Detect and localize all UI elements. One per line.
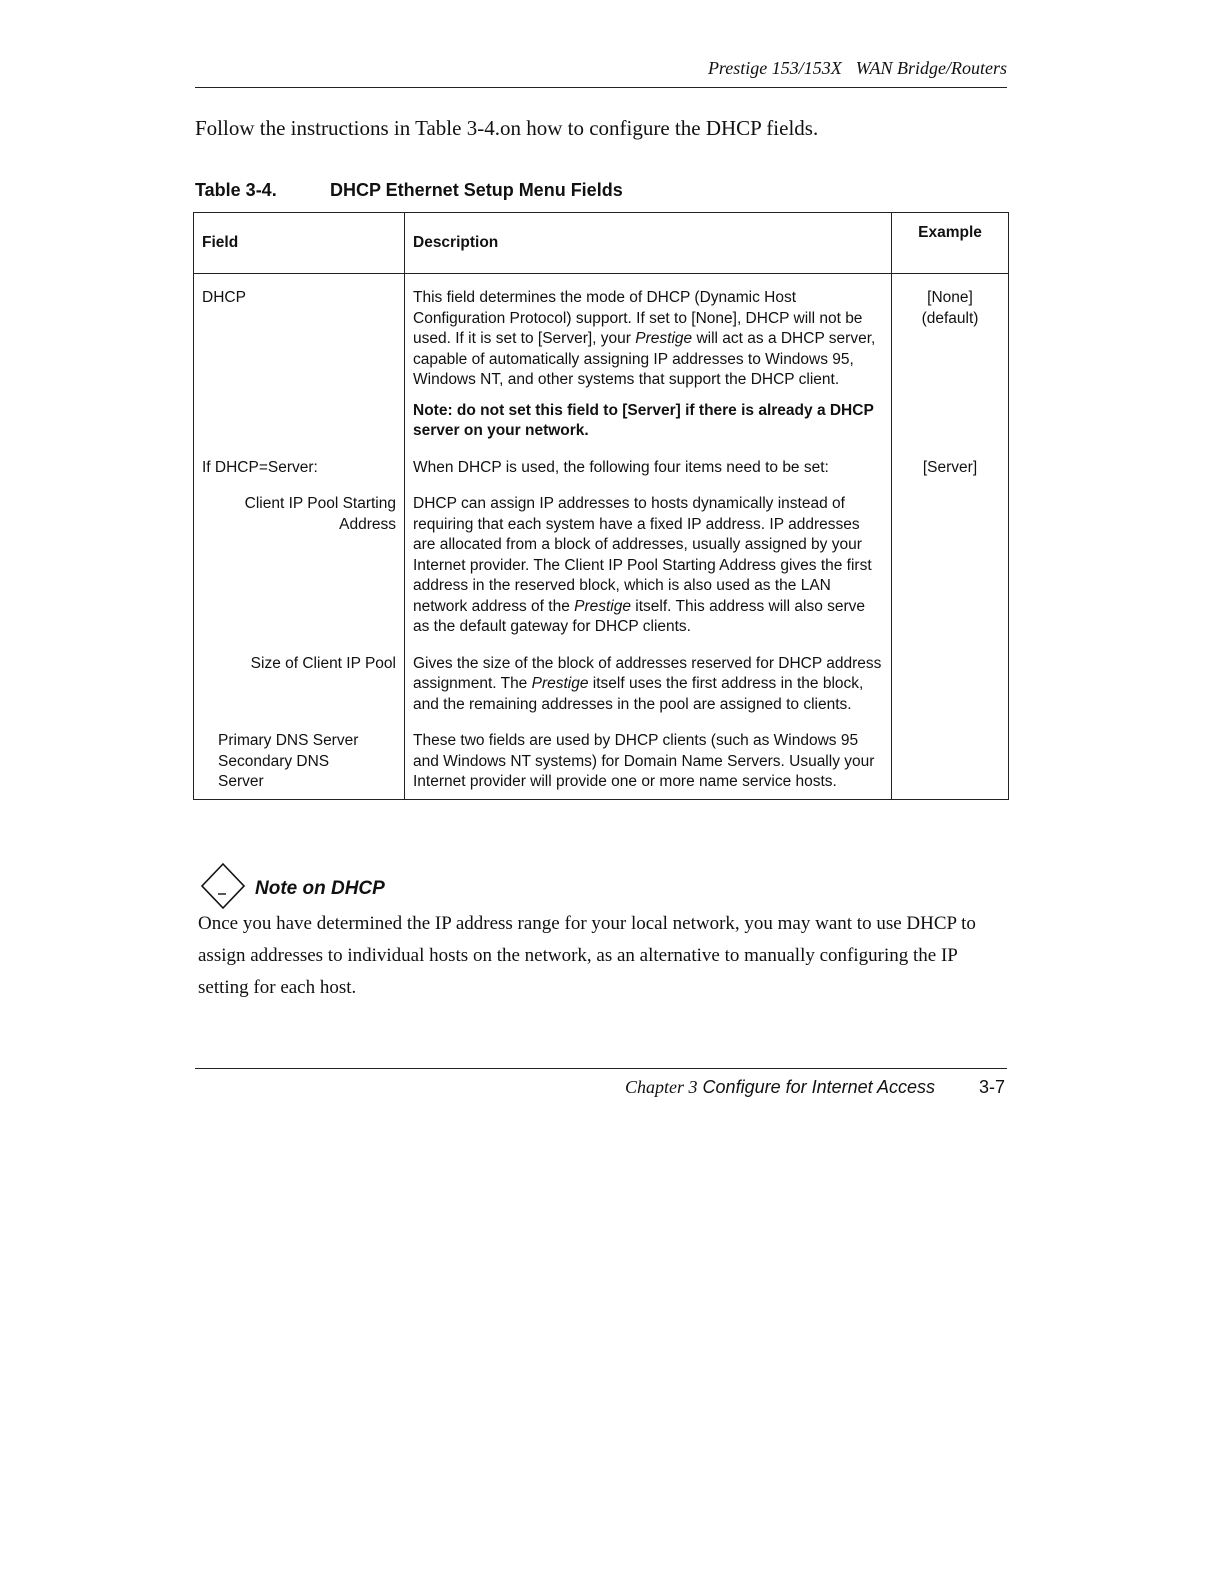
page-footer xyxy=(195,1068,1007,1097)
table-row xyxy=(194,274,1009,391)
dhcp-fields-table xyxy=(193,212,1009,800)
table-header-row xyxy=(194,213,1009,274)
field-cell: Size of Client IP Pool xyxy=(194,638,405,716)
header-field: Field xyxy=(194,213,405,274)
example-cell xyxy=(892,715,1009,799)
header-example: Example xyxy=(892,213,1009,274)
header-description: Description xyxy=(405,213,892,274)
example-cell: [None] (default) xyxy=(892,274,1009,391)
table-caption xyxy=(195,180,623,201)
warning-note-cell: Note: do not set this field to [Server] if there is already a DHCP server on your network. xyxy=(405,391,892,442)
table-title: DHCP Ethernet Setup Menu Fields xyxy=(330,180,623,200)
note-title: Note on DHCP xyxy=(255,878,385,899)
description-cell: DHCP can assign IP addresses to hosts dynamically instead of requiring that each system have a fixed IP address. IP addresses are allocated from a block of addresses, usually assigned by your Internet provider. The Client IP Pool Starting Address gives the first address in the reserved block, which is also used as the LAN network address of the Prestige itself. This address will also serve as the default gateway for DHCP clients. xyxy=(405,478,892,638)
example-cell xyxy=(892,391,1009,442)
description-cell: This field determines the mode of DHCP (Dynamic Host Configuration Protocol) support. If set to [None], DHCP will not be used. If it is set to [Server], your Prestige will act as a DHCP server, capable of automatically assigning IP addresses to Windows 95, Windows NT, and other systems that support the DHCP client. xyxy=(405,274,892,391)
page-number: 3-7 xyxy=(978,1077,1005,1097)
field-cell xyxy=(194,391,405,442)
footer-chapter: Chapter 3 Configure for Internet Access xyxy=(625,1077,935,1097)
header-model: Prestige 153/153X xyxy=(707,58,842,78)
table-row xyxy=(194,715,1009,799)
table-row xyxy=(194,638,1009,716)
example-cell xyxy=(892,638,1009,716)
intro-paragraph: Follow the instructions in Table 3-4.on how to configure the DHCP fields. xyxy=(195,116,819,140)
field-cell: Primary DNS Server Secondary DNS Server xyxy=(194,715,405,799)
example-cell: [Server] xyxy=(892,442,1009,479)
table-number: Table 3-4. xyxy=(195,180,277,200)
table-row xyxy=(194,478,1009,638)
field-cell: Client IP Pool Starting Address xyxy=(194,478,405,638)
description-cell: Gives the size of the block of addresses reserved for DHCP address assignment. The Prestige itself uses the first address in the block, and the remaining addresses in the pool are assigned to clients. xyxy=(405,638,892,716)
table-row xyxy=(194,442,1009,479)
example-cell xyxy=(892,478,1009,638)
table-row xyxy=(194,391,1009,442)
description-cell: When DHCP is used, the following four items need to be set: xyxy=(405,442,892,479)
field-cell: DHCP xyxy=(194,274,405,391)
field-cell: If DHCP=Server: xyxy=(194,442,405,479)
running-header xyxy=(195,58,1007,88)
description-cell: These two fields are used by DHCP clients (such as Windows 95 and Windows NT systems) for Domain Name Servers. Usually your Internet provider will provide one or more name service hosts. xyxy=(405,715,892,799)
header-product: WAN Bridge/Routers xyxy=(855,58,1007,78)
note-body: Once you have determined the IP address range for your local network, you may want to use DHCP to assign addresses to individual hosts on the network, as an alternative to manually configuring the IP setting for each host. xyxy=(198,913,976,998)
